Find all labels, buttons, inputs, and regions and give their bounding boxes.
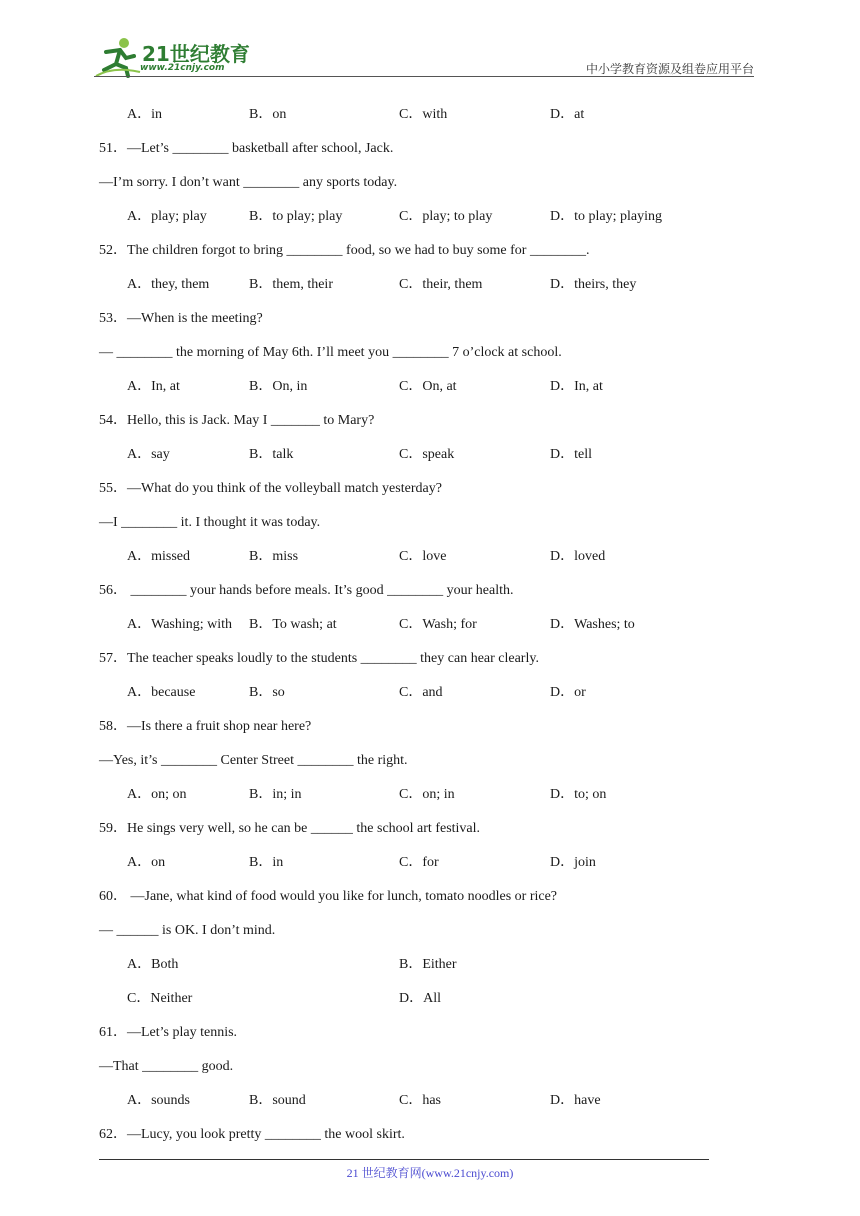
question-line xyxy=(0,642,860,676)
question-line xyxy=(0,1050,860,1084)
logo-url: www.21cnjy.com xyxy=(140,63,225,73)
question-text: 62．—Lucy, you look pretty ________ the wool skirt. xyxy=(99,1127,405,1142)
options-row xyxy=(0,778,860,812)
question-list xyxy=(0,98,860,1152)
question-line xyxy=(0,914,860,948)
logo-wordmark: 21世纪教育 xyxy=(142,42,250,66)
question-text: 59．He sings very well, so he can be ______ the school art festival. xyxy=(99,821,481,836)
question-text: 55．—What do you think of the volleyball match yesterday? xyxy=(99,481,442,496)
answer-option[interactable]: B．so xyxy=(249,685,285,700)
page-header xyxy=(0,0,860,80)
answer-option[interactable]: C．Neither xyxy=(127,991,193,1006)
platform-label: 中小学教育资源及组卷应用平台 xyxy=(585,62,754,76)
question-line xyxy=(0,744,860,778)
answer-option[interactable]: D．at xyxy=(550,107,585,122)
answer-option[interactable]: B．Either xyxy=(399,957,457,972)
options-row xyxy=(0,1084,860,1118)
options-row xyxy=(0,676,860,710)
page-footer xyxy=(0,1164,860,1181)
question-line xyxy=(0,812,860,846)
answer-option[interactable]: A．because xyxy=(127,685,196,700)
answer-option[interactable]: C．play; to play xyxy=(399,209,493,224)
answer-option[interactable]: B．on xyxy=(249,107,287,122)
answer-option[interactable]: B．in xyxy=(249,855,284,870)
question-text: 52．The children forgot to bring ________ food, so we had to buy some for ________. xyxy=(99,243,590,258)
answer-option[interactable]: B．On, in xyxy=(249,379,308,394)
question-line xyxy=(0,880,860,914)
options-row xyxy=(0,982,860,1016)
answer-option[interactable]: D．join xyxy=(550,855,596,870)
answer-option[interactable]: A．missed xyxy=(127,549,190,564)
options-row xyxy=(0,438,860,472)
answer-option[interactable]: A．play; play xyxy=(127,209,207,224)
runner-logo-icon xyxy=(94,36,142,78)
answer-option[interactable]: C．with xyxy=(399,107,448,122)
answer-option[interactable]: D．have xyxy=(550,1093,601,1108)
options-row xyxy=(0,846,860,880)
answer-option[interactable]: A．they, them xyxy=(127,277,210,292)
question-line xyxy=(0,506,860,540)
question-line xyxy=(0,574,860,608)
answer-option[interactable]: A．say xyxy=(127,447,170,462)
question-text: 51．—Let’s ________ basketball after school, Jack. xyxy=(99,141,394,156)
answer-option[interactable]: B．to play; play xyxy=(249,209,343,224)
question-line xyxy=(0,132,860,166)
question-text: —I ________ it. I thought it was today. xyxy=(99,515,321,530)
options-row xyxy=(0,608,860,642)
answer-option[interactable]: C．their, them xyxy=(399,277,483,292)
answer-option[interactable]: A．sounds xyxy=(127,1093,191,1108)
answer-option[interactable]: D．All xyxy=(399,991,441,1006)
options-row xyxy=(0,948,860,982)
answer-option[interactable]: B．miss xyxy=(249,549,299,564)
answer-option[interactable]: D．In, at xyxy=(550,379,603,394)
footer-divider xyxy=(99,1159,709,1160)
question-text: —I’m sorry. I don’t want ________ any sports today. xyxy=(99,175,398,190)
answer-option[interactable]: A．on xyxy=(127,855,166,870)
question-line xyxy=(0,1118,860,1152)
options-row xyxy=(0,540,860,574)
header-divider xyxy=(94,76,754,77)
question-line xyxy=(0,404,860,438)
answer-option[interactable]: D．Washes; to xyxy=(550,617,635,632)
question-text: —That ________ good. xyxy=(99,1059,234,1074)
question-line xyxy=(0,166,860,200)
answer-option[interactable]: C．for xyxy=(399,855,439,870)
question-line xyxy=(0,710,860,744)
question-line xyxy=(0,472,860,506)
answer-option[interactable]: C．on; in xyxy=(399,787,455,802)
options-row xyxy=(0,200,860,234)
answer-option[interactable]: D．tell xyxy=(550,447,592,462)
answer-option[interactable]: D．theirs, they xyxy=(550,277,637,292)
answer-option[interactable]: C．On, at xyxy=(399,379,457,394)
answer-option[interactable]: A．Both xyxy=(127,957,179,972)
question-text: 57．The teacher speaks loudly to the students ________ they can hear clearly. xyxy=(99,651,539,666)
question-line xyxy=(0,234,860,268)
question-text: — ________ the morning of May 6th. I’ll meet you ________ 7 o’clock at school. xyxy=(99,345,562,360)
answer-option[interactable]: D．to play; playing xyxy=(550,209,662,224)
options-row xyxy=(0,98,860,132)
answer-option[interactable]: B．talk xyxy=(249,447,294,462)
answer-option[interactable]: B．in; in xyxy=(249,787,302,802)
question-text: 54．Hello, this is Jack. May I _______ to Mary? xyxy=(99,413,375,428)
options-row xyxy=(0,370,860,404)
answer-option[interactable]: C．has xyxy=(399,1093,441,1108)
question-text: — ______ is OK. I don’t mind. xyxy=(99,923,276,938)
question-text: 53．—When is the meeting? xyxy=(99,311,263,326)
answer-option[interactable]: D．to; on xyxy=(550,787,607,802)
answer-option[interactable]: A．In, at xyxy=(127,379,180,394)
question-text: 61．—Let’s play tennis. xyxy=(99,1025,238,1040)
answer-option[interactable]: C．love xyxy=(399,549,447,564)
answer-option[interactable]: D．or xyxy=(550,685,586,700)
question-text: 58．—Is there a fruit shop near here? xyxy=(99,719,312,734)
question-text: 60． —Jane, what kind of food would you like for lunch, tomato noodles or rice? xyxy=(99,889,558,904)
answer-option[interactable]: B．To wash; at xyxy=(249,617,337,632)
question-line xyxy=(0,1016,860,1050)
site-logo xyxy=(94,36,264,78)
answer-option[interactable]: B．them, their xyxy=(249,277,333,292)
answer-option[interactable]: A．in xyxy=(127,107,162,122)
answer-option[interactable]: D．loved xyxy=(550,549,606,564)
answer-option[interactable]: A．on; on xyxy=(127,787,187,802)
options-row xyxy=(0,268,860,302)
answer-option[interactable]: C．Wash; for xyxy=(399,617,477,632)
question-text: 56． ________ your hands before meals. It’s good ________ your health. xyxy=(99,583,514,598)
answer-option[interactable]: C．and xyxy=(399,685,443,700)
footer-link[interactable]: 21 世纪教育网(www.21cnjy.com) xyxy=(346,1166,514,1180)
answer-option[interactable]: A．Washing; with xyxy=(127,617,233,632)
question-line xyxy=(0,302,860,336)
answer-option[interactable]: C．speak xyxy=(399,447,455,462)
question-text: —Yes, it’s ________ Center Street ________ the right. xyxy=(99,753,408,768)
question-line xyxy=(0,336,860,370)
answer-option[interactable]: B．sound xyxy=(249,1093,306,1108)
